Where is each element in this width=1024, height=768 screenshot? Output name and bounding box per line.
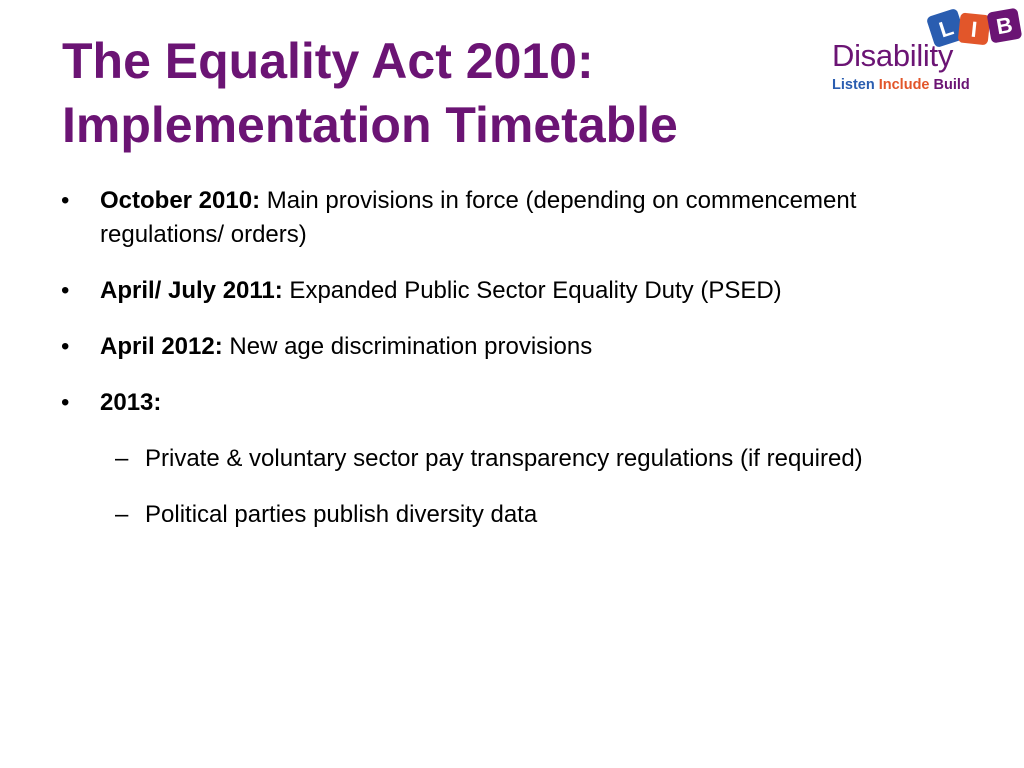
sub-bullet-item-pay-transparency [100,442,958,476]
sub-bullet-marker: – [115,445,129,472]
disability-lib-logo [828,4,1024,100]
bullet-lead: 2013: [100,389,162,416]
bullet-text: Expanded Public Sector Equality Duty (PSED) [282,277,782,304]
logo-tagline-listen: Listen [832,77,875,93]
slide-title-line-1: The Equality Act 2010: [62,33,594,89]
logo-tile-i: I [969,16,979,43]
logo-tagline-include: Include [878,77,930,93]
logo-tagline [832,76,970,94]
bullet-lead: April 2012: [100,333,223,360]
bullet-marker: • [61,389,70,416]
bullet-marker: • [61,277,70,304]
bullet-marker: • [61,333,70,360]
bullet-lead: April/ July 2011: [100,277,283,304]
logo-tile-b: B [994,11,1015,40]
logo-wordmark: Disability [832,38,954,73]
bullet-item-october-2010 [58,184,958,252]
sub-bullet-item-diversity-data [100,498,958,532]
slide-title [62,29,822,157]
timetable-bullet-list [58,184,958,554]
bullet-item-april-2012 [58,330,958,364]
sub-bullet-list [100,442,958,532]
bullet-text: New age discrimination provisions [222,333,593,360]
bullet-text: Main provisions in force (depending on commencement regulations/ orders) [100,187,857,248]
logo-tagline-build: Build [933,77,970,93]
sub-bullet-text: Political parties publish diversity data [145,501,538,528]
slide-title-line-2: Implementation Timetable [62,97,678,153]
logo-tile-l: L [935,14,957,43]
bullet-lead: October 2010: [100,187,261,214]
bullet-marker: • [61,187,70,214]
bullet-item-2013 [58,386,958,532]
sub-bullet-text: Private & voluntary sector pay transparency regulations (if required) [145,445,863,472]
sub-bullet-marker: – [115,501,129,528]
bullet-item-april-july-2011 [58,274,958,308]
